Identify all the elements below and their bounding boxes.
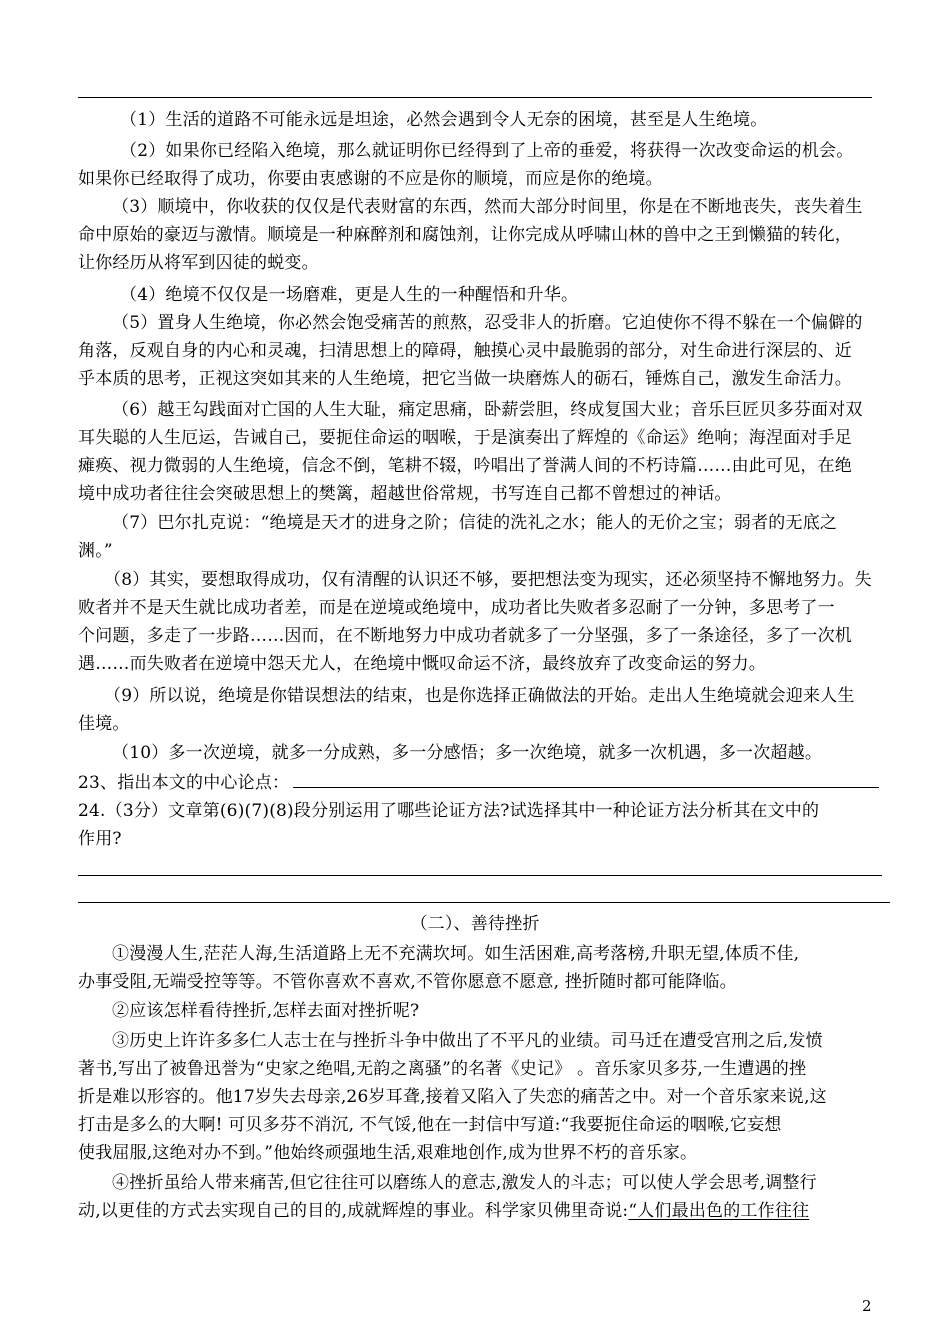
- section-heading: （二）、善待挫折: [410, 914, 540, 934]
- paragraph-6-line-3: 瘫痪、视力微弱的人生绝境，信念不倒，笔耕不辍，吟唱出了誉满人间的不朽诗篇……由此可见，在绝: [78, 456, 852, 476]
- paragraph-2-line-1: （2）如果你已经陷入绝境，那么就证明你已经得到了上帝的垂爱，将获得一次改变命运的机会。: [120, 141, 854, 161]
- part2-paragraph-2: ②应该怎样看待挫折,怎样去面对挫折呢?: [112, 1001, 420, 1021]
- paragraph-5-line-1: （5）置身人生绝境，你必然会饱受痛苦的煎熬，忍受非人的折磨。它迫使你不得不躲在一个偏僻的: [112, 313, 863, 333]
- paragraph-9-line-1: （9）所以说，绝境是你错误想法的结束，也是你选择正确做法的开始。走出人生绝境就会迎来人生: [104, 686, 855, 706]
- paragraph-5-line-2: 角落，反观自身的内心和灵魂，扫清思想上的障碍，触摸心灵中最脆弱的部分，对生命进行深层的、近: [78, 341, 852, 361]
- part2-paragraph-4-line-2: [78, 1199, 809, 1223]
- paragraph-4: （4）绝境不仅仅是一场磨难，更是人生的一种醒悟和升华。: [120, 285, 579, 305]
- part2-paragraph-3-line-1: ③历史上许许多多仁人志士在与挫折斗争中做出了不平凡的业绩。司马迁在遭受宫刑之后,发愤: [112, 1031, 823, 1051]
- paragraph-1: （1）生活的道路不可能永远是坦途，必然会遇到令人无奈的困境，甚至是人生绝境。: [120, 110, 768, 130]
- paragraph-7-line-2: 渊。”: [78, 541, 113, 561]
- paragraph-6-line-2: 耳失聪的人生厄运，告诫自己，要扼住命运的咽喉，于是演奏出了辉煌的《命运》绝响；海涅面对手足: [78, 428, 852, 448]
- paragraph-3-line-2: 命中原始的豪迈与激情。顺境是一种麻醉剂和腐蚀剂，让你完成从呼啸山林的兽中之王到懒猫的转化，: [78, 225, 852, 245]
- top-rule: [78, 97, 872, 98]
- paragraph-8-line-3: 个问题，多走了一步路……因而，在不断地努力中成功者就多了一分坚强，多了一条途径，多了一次机: [78, 626, 852, 646]
- answer-line-2[interactable]: [78, 902, 890, 903]
- part2-paragraph-4-line-1: ④挫折虽给人带来痛苦,但它往往可以磨练人的意志,激发人的斗志；可以使人学会思考,调整行: [112, 1173, 817, 1193]
- paragraph-10: （10）多一次逆境，就多一分成熟，多一分感悟；多一次绝境，就多一次机遇，多一次超越。: [112, 743, 823, 763]
- paragraph-8-line-2: 败者并不是天生就比成功者差，而是在逆境或绝境中，成功者比失败者多忍耐了一分钟，多思考了一: [78, 598, 835, 618]
- underlined-quote: “人们最出色的工作往往: [628, 1201, 810, 1221]
- part2-paragraph-4-text: 动,以更佳的方式去实现自己的目的,成就辉煌的事业。科学家贝佛里奇说:: [78, 1201, 629, 1221]
- paragraph-6-line-1: （6）越王勾践面对亡国的人生大耻，痛定思痛，卧薪尝胆，终成复国大业；音乐巨匠贝多芬面对双: [112, 400, 863, 420]
- paragraph-5-line-3: 乎本质的思考，正视这突如其来的人生绝境，把它当做一块磨炼人的砺石，锤炼自己，激发生命活力。: [78, 369, 852, 389]
- paragraph-8-line-4: 遇……而失败者在逆境中怨天尤人，在绝境中慨叹命运不济，最终放弃了改变命运的努力。: [78, 654, 766, 674]
- answer-line-1[interactable]: [78, 875, 882, 876]
- part2-paragraph-3-line-3: 折是难以形容的。他17岁失去母亲,26岁耳聋,接着又陷入了失恋的痛苦之中。对一个音乐家来说,这: [78, 1087, 827, 1107]
- paragraph-3-line-3: 让你经历从将军到囚徒的蜕变。: [78, 253, 319, 273]
- part2-paragraph-1-line-2: 办事受阻,无端受控等等。不管你喜欢不喜欢,不管你愿意不愿意, 挫折随时都可能降临。: [78, 972, 737, 992]
- question-24-line-1: 24.（3分）文章第(6)(7)(8)段分别运用了哪些论证方法?试选择其中一种论证方法分析其在文中的: [78, 801, 820, 821]
- part2-paragraph-3-line-5: 使我屈服,这绝对办不到。”他始终顽强地生活,艰难地创作,成为世界不朽的音乐家。: [78, 1143, 698, 1163]
- page-number: 2: [862, 1297, 872, 1315]
- paragraph-6-line-4: 境中成功者往往会突破思想上的樊篱，超越世俗常规，书写连自己都不曾想过的神话。: [78, 484, 732, 504]
- paragraph-7-line-1: （7）巴尔扎克说：“绝境是天才的进身之阶；信徒的洗礼之水；能人的无价之宝；弱者的无底之: [112, 513, 838, 533]
- question-23: [78, 770, 879, 795]
- part2-paragraph-3-line-4: 打击是多么的大啊! 可贝多芬不消沉, 不气馁,他在一封信中写道:“我要扼住命运的咽喉,它妄想: [78, 1115, 782, 1135]
- paragraph-2-line-2: 如果你已经取得了成功，你要由衷感谢的不应是你的顺境，而应是你的绝境。: [78, 169, 663, 189]
- paragraph-8-line-1: （8）其实，要想取得成功，仅有清醒的认识还不够，要把想法变为现实，还必须坚持不懈地努力。失: [104, 570, 872, 590]
- question-23-answer-blank[interactable]: [293, 770, 879, 788]
- part2-paragraph-1-line-1: ①漫漫人生,茫茫人海,生活道路上无不充满坎坷。如生活困难,高考落榜,升职无望,体质不佳,: [112, 944, 800, 964]
- paragraph-9-line-2: 佳境。: [78, 714, 130, 734]
- paragraph-3-line-1: （3）顺境中，你收获的仅仅是代表财富的东西，然而大部分时间里，你是在不断地丧失，丧失着生: [112, 197, 863, 217]
- question-24-line-2: 作用?: [78, 829, 122, 849]
- part2-paragraph-3-line-2: 著书,写出了被鲁迅誉为“史家之绝唱,无韵之离骚”的名著《史记》 。音乐家贝多芬,一生遭遇的挫: [78, 1059, 807, 1079]
- question-23-text: 23、指出本文的中心论点：: [78, 773, 290, 793]
